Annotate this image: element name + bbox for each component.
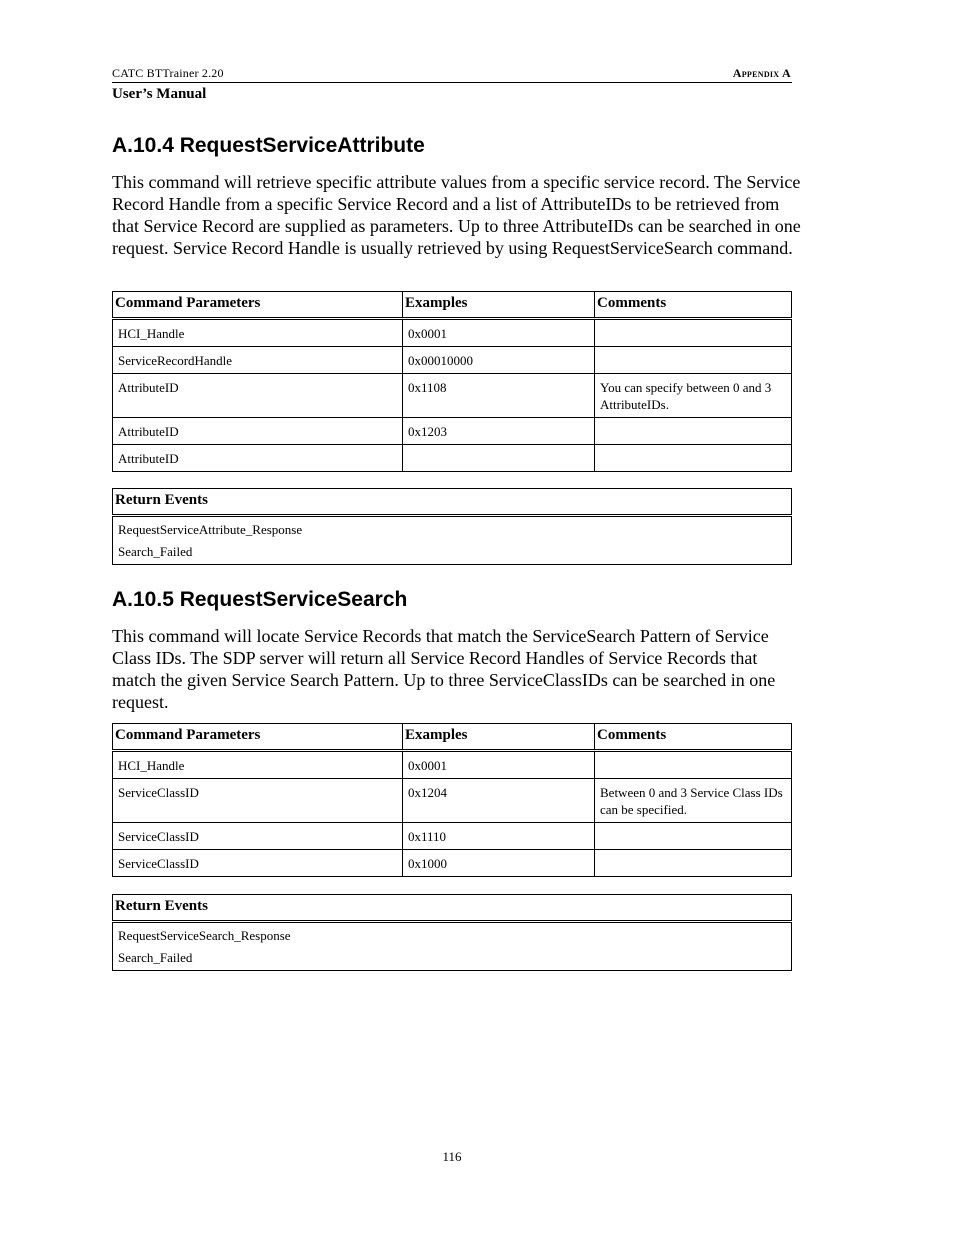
- table-row: [113, 516, 792, 541]
- table-row: [113, 374, 792, 418]
- command-parameters-table-attribute: [112, 291, 792, 472]
- example-cell: 0x0001: [403, 319, 595, 347]
- column-header-command-parameters: Command Parameters: [113, 292, 403, 319]
- example-cell: 0x1110: [403, 823, 595, 850]
- table-row: [113, 850, 792, 877]
- comment-cell: [595, 319, 792, 347]
- table-row: [113, 418, 792, 445]
- return-events-table-attribute: [112, 488, 792, 565]
- event-cell: Search_Failed: [113, 946, 792, 971]
- table-row: [113, 922, 792, 947]
- parameter-cell: AttributeID: [113, 445, 403, 472]
- example-cell: 0x1204: [403, 779, 595, 823]
- section-title-request-service-attribute: A.10.4 RequestServiceAttribute: [112, 134, 425, 157]
- table-header-row: [113, 895, 792, 922]
- table-header-row: [113, 489, 792, 516]
- parameter-cell: ServiceRecordHandle: [113, 347, 403, 374]
- example-cell: 0x1000: [403, 850, 595, 877]
- section-paragraph-request-service-search: This command will locate Service Records that match the ServiceSearch Pattern of Service Class IDs. The SDP server will return all Service Record Handles of Service Records that match the given Service Search Pattern. Up to three ServiceClassIDs can be searched in one request.: [112, 626, 776, 712]
- event-cell: RequestServiceSearch_Response: [113, 922, 792, 947]
- table-row: [113, 347, 792, 374]
- parameter-cell: ServiceClassID: [113, 850, 403, 877]
- column-header-examples: Examples: [403, 292, 595, 319]
- running-header-section: Appendix A: [732, 66, 791, 80]
- comment-cell: [595, 418, 792, 445]
- table-row: [113, 751, 792, 779]
- comment-cell: [595, 850, 792, 877]
- table-header-row: [113, 292, 792, 319]
- header-rule: [112, 82, 792, 83]
- return-events-table-search: [112, 894, 792, 971]
- column-header-examples: Examples: [403, 724, 595, 751]
- example-cell: 0x1203: [403, 418, 595, 445]
- column-header-command-parameters: Command Parameters: [113, 724, 403, 751]
- parameter-cell: AttributeID: [113, 374, 403, 418]
- section-title-request-service-search: A.10.5 RequestServiceSearch: [112, 588, 408, 611]
- parameter-cell: ServiceClassID: [113, 823, 403, 850]
- comment-cell: [595, 751, 792, 779]
- section-paragraph-request-service-attribute: This command will retrieve specific attribute values from a specific service record. The Service Record Handle from a specific Service Record and a list of AttributeIDs to be retrieved from that Service Record are supplied as parameters. Up to three AttributeIDs can be searched in one request. Service Record Handle is usually retrieved by using RequestServiceSearch command.: [112, 172, 801, 258]
- example-cell: 0x00010000: [403, 347, 595, 374]
- parameter-cell: HCI_Handle: [113, 319, 403, 347]
- column-header-return-events: Return Events: [113, 895, 792, 922]
- event-cell: Search_Failed: [113, 540, 792, 565]
- example-cell: 0x0001: [403, 751, 595, 779]
- table-row: [113, 946, 792, 971]
- table-header-row: [113, 724, 792, 751]
- comment-cell: You can specify between 0 and 3 AttributeIDs.: [595, 374, 792, 418]
- event-cell: RequestServiceAttribute_Response: [113, 516, 792, 541]
- table-row: [113, 823, 792, 850]
- command-parameters-table-search: [112, 723, 792, 877]
- page-number: 116: [442, 1149, 462, 1164]
- table-row: [113, 445, 792, 472]
- column-header-comments: Comments: [595, 292, 792, 319]
- parameter-cell: AttributeID: [113, 418, 403, 445]
- running-header-product: CATC BTTrainer 2.20: [112, 66, 224, 80]
- comment-cell: Between 0 and 3 Service Class IDs can be specified.: [595, 779, 792, 823]
- parameter-cell: ServiceClassID: [113, 779, 403, 823]
- comment-cell: [595, 347, 792, 374]
- running-header-manual: User’s Manual: [112, 86, 207, 102]
- comment-cell: [595, 823, 792, 850]
- comment-cell: [595, 445, 792, 472]
- table-row: [113, 319, 792, 347]
- table-row: [113, 540, 792, 565]
- example-cell: 0x1108: [403, 374, 595, 418]
- column-header-comments: Comments: [595, 724, 792, 751]
- table-row: [113, 779, 792, 823]
- column-header-return-events: Return Events: [113, 489, 792, 516]
- parameter-cell: HCI_Handle: [113, 751, 403, 779]
- example-cell: [403, 445, 595, 472]
